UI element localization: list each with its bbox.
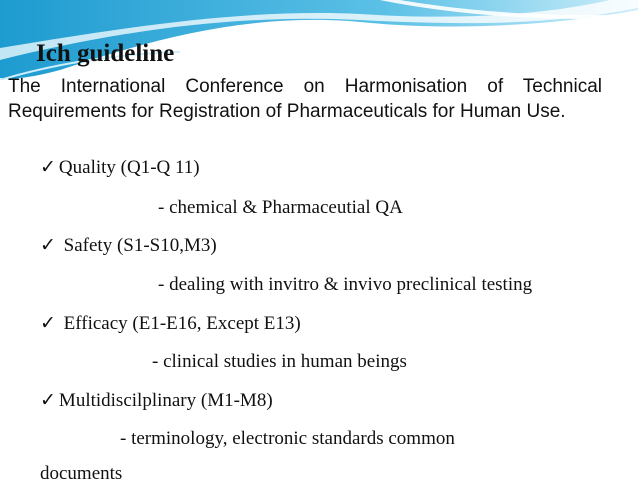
checkmark-icon: ✓ — [40, 235, 56, 256]
list-item-desc: - clinical studies in human beings — [152, 351, 407, 372]
list-item-label: Safety (S1-S10,M3) — [63, 235, 217, 256]
list-item-safety — [40, 234, 217, 258]
continuation-text: documents — [40, 463, 123, 484]
intro-paragraph: The International Conference on Harmonisation of Technical Requirements for Registration of Pharmaceuticals for Human Use. — [8, 76, 602, 122]
list-item-desc: - terminology, electronic standards common — [120, 428, 455, 449]
list-item-efficacy — [40, 312, 301, 336]
checkmark-icon: ✓ — [40, 313, 56, 334]
slide-title: Ich guideline — [36, 40, 175, 67]
list-item-label: Multidiscilplinary (M1-M8) — [58, 390, 273, 411]
list-item-label: Efficacy (E1-E16, Except E13) — [63, 313, 301, 334]
list-item-desc: - dealing with invitro & invivo preclinical testing — [158, 274, 533, 295]
list-item-multidisciplinary — [40, 389, 273, 413]
list-item-quality — [40, 156, 200, 180]
list-item-desc: - chemical & Pharmaceutial QA — [158, 197, 403, 218]
checkmark-icon: ✓ — [40, 390, 56, 411]
list-item-label: Quality (Q1-Q 11) — [58, 157, 200, 178]
checkmark-icon: ✓ — [40, 157, 56, 178]
